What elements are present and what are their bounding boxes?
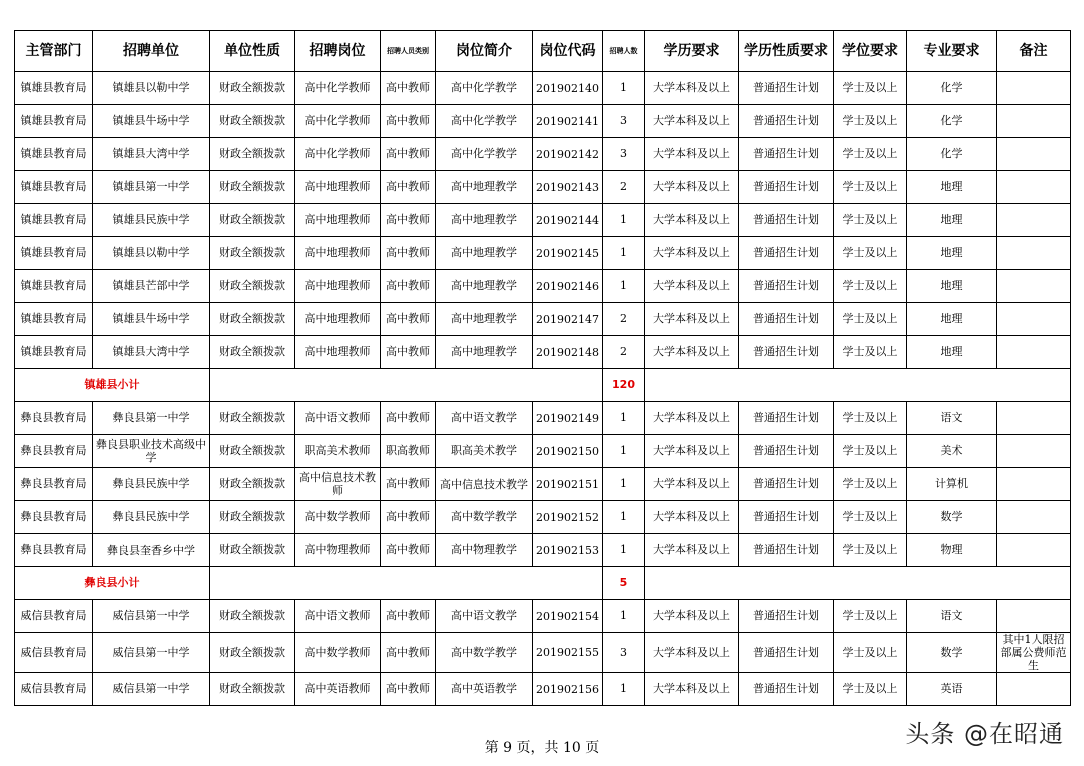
table-row: [15, 171, 1071, 204]
table-cell: 大学本科及以上: [645, 204, 739, 237]
table-cell: 财政全额拨款: [210, 105, 295, 138]
subtotal-row: [15, 567, 1071, 600]
table-cell: 201902141: [533, 105, 603, 138]
table-cell: 高中地理教师: [295, 204, 381, 237]
table-cell: 彝良县教育局: [15, 402, 93, 435]
table-cell: 高中化学教师: [295, 105, 381, 138]
table-cell: 大学本科及以上: [645, 237, 739, 270]
table-cell: 1: [603, 72, 645, 105]
table-row: [15, 237, 1071, 270]
table-cell: 普通招生计划: [739, 600, 834, 633]
table-cell: 普通招生计划: [739, 138, 834, 171]
table-cell: 高中教师: [381, 204, 436, 237]
table-cell: 财政全额拨款: [210, 237, 295, 270]
table-cell: 彝良县教育局: [15, 468, 93, 501]
table-cell: 普通招生计划: [739, 468, 834, 501]
table-cell: 高中信息技术教学: [436, 468, 533, 501]
table-cell: [997, 270, 1071, 303]
table-cell: 高中地理教师: [295, 303, 381, 336]
table-cell: 学士及以上: [834, 303, 907, 336]
table-cell: 1: [603, 673, 645, 706]
table-cell: 普通招生计划: [739, 72, 834, 105]
table-cell: 地理: [907, 204, 997, 237]
table-row: [15, 633, 1071, 673]
table-cell: 201902149: [533, 402, 603, 435]
table-cell: 学士及以上: [834, 204, 907, 237]
table-cell: 大学本科及以上: [645, 138, 739, 171]
table-cell: [997, 534, 1071, 567]
table-row: [15, 501, 1071, 534]
table-cell: 美术: [907, 435, 997, 468]
table-cell: 学士及以上: [834, 534, 907, 567]
table-cell: 3: [603, 105, 645, 138]
table-cell: 高中教师: [381, 336, 436, 369]
table-cell: 彝良县第一中学: [93, 402, 210, 435]
table-cell: 化学: [907, 105, 997, 138]
table-cell: 普通招生计划: [739, 270, 834, 303]
table-cell: 高中信息技术教师: [295, 468, 381, 501]
table-cell: 镇雄县以勒中学: [93, 237, 210, 270]
table-cell: 高中教师: [381, 237, 436, 270]
table-cell: 语文: [907, 600, 997, 633]
table-cell: 高中教师: [381, 105, 436, 138]
table-cell: 大学本科及以上: [645, 402, 739, 435]
table-cell: 镇雄县教育局: [15, 105, 93, 138]
column-header: 招聘人员类别: [381, 31, 436, 72]
table-cell: 普通招生计划: [739, 435, 834, 468]
table-cell: 职高教师: [381, 435, 436, 468]
table-cell: 学士及以上: [834, 237, 907, 270]
subtotal-count: 120: [603, 369, 645, 402]
table-cell: 镇雄县教育局: [15, 204, 93, 237]
table-cell: 高中语文教学: [436, 402, 533, 435]
table-cell: 大学本科及以上: [645, 105, 739, 138]
table-cell: 高中教师: [381, 402, 436, 435]
column-header: 学位要求: [834, 31, 907, 72]
table-cell: 财政全额拨款: [210, 171, 295, 204]
table-cell: 镇雄县以勒中学: [93, 72, 210, 105]
table-cell: 高中数学教学: [436, 633, 533, 673]
table-cell: 大学本科及以上: [645, 336, 739, 369]
table-cell: 201902142: [533, 138, 603, 171]
table-cell: 大学本科及以上: [645, 72, 739, 105]
table-cell: 大学本科及以上: [645, 633, 739, 673]
table-cell: 计算机: [907, 468, 997, 501]
header-row: [15, 31, 1071, 72]
page-number: 第 9 页，共 10 页: [484, 740, 600, 756]
table-cell: 高中教师: [381, 673, 436, 706]
table-cell: 1: [603, 435, 645, 468]
table-cell: 2: [603, 336, 645, 369]
table-cell: 镇雄县民族中学: [93, 204, 210, 237]
table-row: [15, 402, 1071, 435]
table-cell: 地理: [907, 336, 997, 369]
table-cell: 201902140: [533, 72, 603, 105]
table-row: [15, 303, 1071, 336]
table-cell: 高中教师: [381, 270, 436, 303]
table-cell: 高中数学教学: [436, 501, 533, 534]
subtotal-spacer: [645, 369, 1071, 402]
subtotal-row: [15, 369, 1071, 402]
table-cell: 化学: [907, 72, 997, 105]
table-cell: 学士及以上: [834, 501, 907, 534]
table-row: [15, 105, 1071, 138]
table-body: [15, 72, 1071, 706]
table-cell: 高中地理教师: [295, 336, 381, 369]
table-cell: 化学: [907, 138, 997, 171]
table-row: [15, 138, 1071, 171]
subtotal-spacer: [210, 369, 603, 402]
column-header: 招聘岗位: [295, 31, 381, 72]
subtotal-label: 镇雄县小计: [15, 369, 210, 402]
table-cell: 镇雄县牛场中学: [93, 303, 210, 336]
table-cell: [997, 336, 1071, 369]
table-cell: 201902154: [533, 600, 603, 633]
table-cell: 高中数学教师: [295, 501, 381, 534]
table-cell: 学士及以上: [834, 105, 907, 138]
table-cell: 201902146: [533, 270, 603, 303]
table-cell: 高中语文教师: [295, 402, 381, 435]
table-cell: 1: [603, 501, 645, 534]
table-cell: [997, 72, 1071, 105]
column-header: 招聘单位: [93, 31, 210, 72]
table-cell: 高中教师: [381, 501, 436, 534]
table-cell: [997, 501, 1071, 534]
table-cell: 学士及以上: [834, 673, 907, 706]
table-cell: 学士及以上: [834, 435, 907, 468]
table-cell: 3: [603, 633, 645, 673]
table-cell: 镇雄县教育局: [15, 270, 93, 303]
table-cell: 数学: [907, 633, 997, 673]
table-cell: 高中数学教师: [295, 633, 381, 673]
table-cell: 镇雄县教育局: [15, 138, 93, 171]
table-cell: 威信县第一中学: [93, 673, 210, 706]
table-cell: 高中化学教师: [295, 138, 381, 171]
table-cell: [997, 435, 1071, 468]
table-cell: [997, 204, 1071, 237]
recruitment-table: [14, 30, 1071, 706]
table-cell: 高中教师: [381, 633, 436, 673]
table-cell: 其中1人限招部属公费师范生: [997, 633, 1071, 673]
table-cell: 高中地理教学: [436, 270, 533, 303]
column-header: 学历性质要求: [739, 31, 834, 72]
table-row: [15, 270, 1071, 303]
table-row: [15, 600, 1071, 633]
table-cell: 普通招生计划: [739, 501, 834, 534]
table-cell: [997, 468, 1071, 501]
table-cell: 镇雄县教育局: [15, 72, 93, 105]
table-cell: 财政全额拨款: [210, 303, 295, 336]
table-cell: 镇雄县牛场中学: [93, 105, 210, 138]
watermark: 头条 @在昭通: [905, 720, 1064, 748]
table-cell: 威信县第一中学: [93, 633, 210, 673]
table-cell: 彝良县职业技术高级中学: [93, 435, 210, 468]
table-cell: 普通招生计划: [739, 534, 834, 567]
table-cell: 2: [603, 303, 645, 336]
table-cell: 高中地理教学: [436, 171, 533, 204]
table-cell: 地理: [907, 237, 997, 270]
table-cell: 威信县第一中学: [93, 600, 210, 633]
table-cell: 彝良县民族中学: [93, 501, 210, 534]
subtotal-spacer: [645, 567, 1071, 600]
table-cell: 高中英语教学: [436, 673, 533, 706]
table-cell: 镇雄县大湾中学: [93, 336, 210, 369]
table-cell: 大学本科及以上: [645, 501, 739, 534]
table-cell: 财政全额拨款: [210, 534, 295, 567]
table-cell: 职高美术教师: [295, 435, 381, 468]
table-cell: 学士及以上: [834, 336, 907, 369]
table-cell: 大学本科及以上: [645, 468, 739, 501]
table-cell: 普通招生计划: [739, 105, 834, 138]
table-row: [15, 72, 1071, 105]
table-cell: 高中化学教学: [436, 105, 533, 138]
table-cell: 高中教师: [381, 171, 436, 204]
column-header: 单位性质: [210, 31, 295, 72]
table-cell: 镇雄县教育局: [15, 336, 93, 369]
table-cell: 地理: [907, 270, 997, 303]
table-cell: 201902145: [533, 237, 603, 270]
table-cell: 大学本科及以上: [645, 171, 739, 204]
table-row: [15, 435, 1071, 468]
table-cell: 普通招生计划: [739, 336, 834, 369]
table-cell: 镇雄县大湾中学: [93, 138, 210, 171]
table-cell: 201902151: [533, 468, 603, 501]
table-cell: 201902155: [533, 633, 603, 673]
table-cell: 201902150: [533, 435, 603, 468]
table-cell: 高中物理教师: [295, 534, 381, 567]
table-cell: 镇雄县芒部中学: [93, 270, 210, 303]
column-header: 专业要求: [907, 31, 997, 72]
table-cell: 财政全额拨款: [210, 204, 295, 237]
table-cell: 镇雄县教育局: [15, 237, 93, 270]
table-cell: 高中语文教学: [436, 600, 533, 633]
column-header: 岗位简介: [436, 31, 533, 72]
table-cell: [997, 237, 1071, 270]
table-cell: 大学本科及以上: [645, 435, 739, 468]
table-cell: 普通招生计划: [739, 402, 834, 435]
table-cell: 高中地理教师: [295, 237, 381, 270]
table-cell: [997, 105, 1071, 138]
table-cell: 1: [603, 237, 645, 270]
subtotal-count: 5: [603, 567, 645, 600]
table-cell: 学士及以上: [834, 468, 907, 501]
table-cell: 学士及以上: [834, 633, 907, 673]
table-cell: 镇雄县教育局: [15, 171, 93, 204]
table-cell: 普通招生计划: [739, 303, 834, 336]
table-cell: 1: [603, 270, 645, 303]
table-cell: 彝良县民族中学: [93, 468, 210, 501]
table-cell: 大学本科及以上: [645, 673, 739, 706]
table-cell: 1: [603, 600, 645, 633]
table-cell: 1: [603, 402, 645, 435]
table-cell: 高中教师: [381, 138, 436, 171]
table-cell: 财政全额拨款: [210, 600, 295, 633]
table-row: [15, 534, 1071, 567]
table-cell: 彝良县教育局: [15, 534, 93, 567]
table-cell: 大学本科及以上: [645, 600, 739, 633]
table-cell: 201902152: [533, 501, 603, 534]
table-cell: 财政全额拨款: [210, 501, 295, 534]
table-cell: 学士及以上: [834, 72, 907, 105]
table-cell: 威信县教育局: [15, 600, 93, 633]
table-cell: 201902143: [533, 171, 603, 204]
table-cell: 大学本科及以上: [645, 534, 739, 567]
table-cell: 高中地理教学: [436, 204, 533, 237]
table-cell: 3: [603, 138, 645, 171]
table-cell: 数学: [907, 501, 997, 534]
table-cell: 学士及以上: [834, 402, 907, 435]
column-header: 备注: [997, 31, 1071, 72]
table-cell: [997, 171, 1071, 204]
table-cell: 高中教师: [381, 72, 436, 105]
table-cell: [997, 673, 1071, 706]
table-row: [15, 336, 1071, 369]
table-cell: 高中化学教学: [436, 72, 533, 105]
table-cell: 地理: [907, 171, 997, 204]
table-cell: 地理: [907, 303, 997, 336]
table-cell: 大学本科及以上: [645, 303, 739, 336]
table-cell: 财政全额拨款: [210, 72, 295, 105]
table-cell: 镇雄县第一中学: [93, 171, 210, 204]
table-cell: 高中地理教学: [436, 303, 533, 336]
table-cell: 学士及以上: [834, 138, 907, 171]
table-cell: 高中教师: [381, 534, 436, 567]
column-header: 岗位代码: [533, 31, 603, 72]
table-cell: 彝良县教育局: [15, 501, 93, 534]
table-cell: 普通招生计划: [739, 237, 834, 270]
table-cell: 财政全额拨款: [210, 270, 295, 303]
table-cell: 学士及以上: [834, 600, 907, 633]
table-cell: 财政全额拨款: [210, 435, 295, 468]
table-cell: 彝良县奎香乡中学: [93, 534, 210, 567]
table-cell: 高中英语教师: [295, 673, 381, 706]
table-cell: 语文: [907, 402, 997, 435]
table-cell: 1: [603, 534, 645, 567]
table-cell: 普通招生计划: [739, 171, 834, 204]
column-header: 招聘人数: [603, 31, 645, 72]
table-cell: 高中地理教学: [436, 237, 533, 270]
table-cell: [997, 138, 1071, 171]
table-cell: 高中物理教学: [436, 534, 533, 567]
table-cell: 学士及以上: [834, 171, 907, 204]
table-cell: 高中教师: [381, 468, 436, 501]
table-cell: 高中教师: [381, 303, 436, 336]
table-cell: 高中地理教师: [295, 270, 381, 303]
table-cell: 物理: [907, 534, 997, 567]
table-cell: 高中地理教师: [295, 171, 381, 204]
subtotal-label: 彝良县小计: [15, 567, 210, 600]
column-header: 学历要求: [645, 31, 739, 72]
table-cell: 财政全额拨款: [210, 402, 295, 435]
column-header: 主管部门: [15, 31, 93, 72]
table-cell: 财政全额拨款: [210, 336, 295, 369]
table-cell: 201902148: [533, 336, 603, 369]
table-cell: 201902153: [533, 534, 603, 567]
table-cell: 财政全额拨款: [210, 138, 295, 171]
table-cell: 201902156: [533, 673, 603, 706]
table-cell: 高中地理教学: [436, 336, 533, 369]
table-cell: 2: [603, 171, 645, 204]
table-cell: 大学本科及以上: [645, 270, 739, 303]
table-row: [15, 204, 1071, 237]
table-cell: 高中语文教师: [295, 600, 381, 633]
table-cell: 财政全额拨款: [210, 468, 295, 501]
table-cell: [997, 402, 1071, 435]
table-cell: 财政全额拨款: [210, 673, 295, 706]
table-cell: 财政全额拨款: [210, 633, 295, 673]
table-cell: 镇雄县教育局: [15, 303, 93, 336]
table-row: [15, 673, 1071, 706]
table-cell: 彝良县教育局: [15, 435, 93, 468]
table-cell: [997, 600, 1071, 633]
table-cell: 1: [603, 204, 645, 237]
table-cell: 高中化学教师: [295, 72, 381, 105]
table-cell: 威信县教育局: [15, 673, 93, 706]
table-cell: 普通招生计划: [739, 204, 834, 237]
table-cell: 英语: [907, 673, 997, 706]
table-cell: 学士及以上: [834, 270, 907, 303]
table-cell: 普通招生计划: [739, 673, 834, 706]
table-cell: 高中化学教学: [436, 138, 533, 171]
table-cell: 普通招生计划: [739, 633, 834, 673]
table-cell: [997, 303, 1071, 336]
table-cell: 职高美术教学: [436, 435, 533, 468]
table-cell: 高中教师: [381, 600, 436, 633]
table-cell: 1: [603, 468, 645, 501]
subtotal-spacer: [210, 567, 603, 600]
table-cell: 201902144: [533, 204, 603, 237]
table-cell: 威信县教育局: [15, 633, 93, 673]
table-cell: 201902147: [533, 303, 603, 336]
table-row: [15, 468, 1071, 501]
